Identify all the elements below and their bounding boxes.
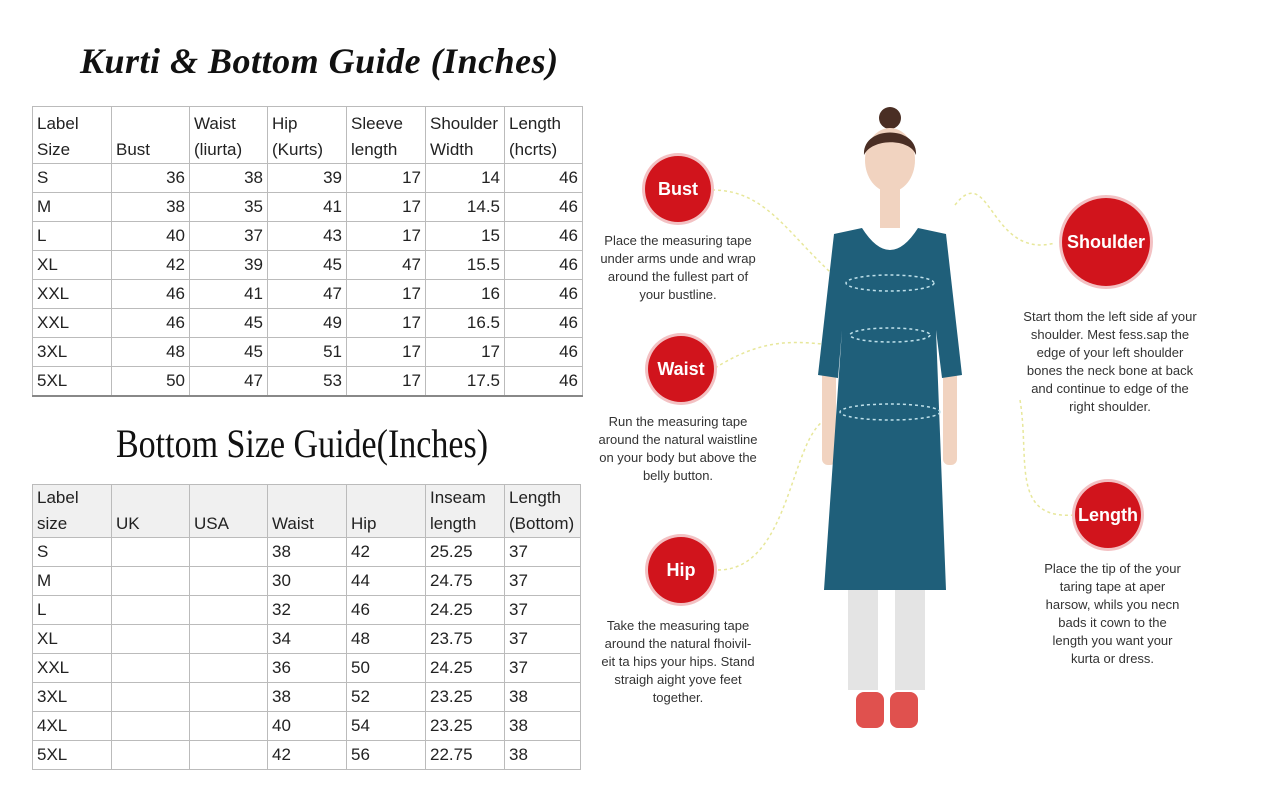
- table-cell: 48: [347, 625, 426, 654]
- right-leg: [895, 590, 925, 690]
- column-header-line: Inseam: [430, 488, 486, 507]
- table-cell: 22.75: [426, 741, 505, 770]
- table-cell: 17: [347, 280, 426, 309]
- instruction-line: eit ta hips your hips. Stand: [601, 654, 755, 669]
- table-cell: 17: [347, 164, 426, 193]
- table-cell: 39: [190, 251, 268, 280]
- hip-badge: Hip: [648, 537, 714, 603]
- instruction-line: length you want your: [1052, 633, 1173, 648]
- table-cell: 17: [347, 367, 426, 397]
- size-label-cell: XXL: [33, 309, 112, 338]
- column-header-line: Hip: [272, 114, 298, 133]
- size-label-cell: M: [33, 193, 112, 222]
- table-cell: 46: [505, 309, 583, 338]
- column-header-line: (Bottom): [509, 514, 575, 533]
- table-cell: 38: [112, 193, 190, 222]
- left-leg: [848, 590, 878, 690]
- table-cell: 38: [190, 164, 268, 193]
- table-cell: 37: [505, 567, 581, 596]
- column-header-line: Waist: [272, 514, 314, 533]
- column-header-line: (Kurts): [272, 140, 323, 159]
- bottom-guide-title: Bottom Size Guide(Inches): [116, 421, 489, 466]
- instruction-line: around the natural waistline: [598, 432, 758, 447]
- table-cell: 46: [112, 309, 190, 338]
- instruction-line: together.: [652, 690, 704, 705]
- table-cell: 14.5: [426, 193, 505, 222]
- size-label-cell: M: [33, 567, 112, 596]
- table-cell: 46: [505, 367, 583, 397]
- size-label-cell: S: [33, 164, 112, 193]
- column-header-line: length: [351, 140, 398, 159]
- instruction-line: bads it cown to the: [1058, 615, 1167, 630]
- waist-connector-line: [715, 342, 830, 368]
- table-cell: 37: [505, 538, 581, 567]
- column-header-line: Size: [37, 140, 71, 159]
- instruction-line: Start thom the left side af your: [1023, 309, 1197, 324]
- size-label-cell: S: [33, 538, 112, 567]
- shoulder-connector-line: [955, 193, 1055, 245]
- table-cell: 41: [268, 193, 347, 222]
- table-cell: 54: [347, 712, 426, 741]
- column-header-line: Shoulder: [430, 114, 499, 133]
- table-cell: 56: [347, 741, 426, 770]
- instruction-line: on your body but above the: [599, 450, 757, 465]
- table-cell: 46: [505, 164, 583, 193]
- table-cell: 36: [268, 654, 347, 683]
- length-connector-line: [1020, 400, 1075, 515]
- instruction-line: around the natural fhoivil-: [604, 636, 752, 651]
- table-cell: 16.5: [426, 309, 505, 338]
- table-cell: 46: [347, 596, 426, 625]
- instruction-line: kurta or dress.: [1070, 651, 1155, 666]
- right-shoe: [890, 692, 918, 728]
- size-label-cell: L: [33, 222, 112, 251]
- table-cell: 38: [268, 683, 347, 712]
- table-cell: 51: [268, 338, 347, 367]
- instruction-line: and continue to edge of the: [1031, 381, 1189, 396]
- instruction-line: taring tape at aper: [1059, 579, 1166, 594]
- table-cell: 16: [426, 280, 505, 309]
- instruction-line: Run the measuring tape: [608, 414, 748, 429]
- instruction-line: right shoulder.: [1069, 399, 1151, 414]
- table-cell: 38: [505, 712, 581, 741]
- kurti-guide-title: Kurti & Bottom Guide (Inches): [80, 41, 559, 81]
- table-cell: 40: [268, 712, 347, 741]
- table-cell: 45: [190, 309, 268, 338]
- table-cell: 47: [190, 367, 268, 397]
- left-shoe: [856, 692, 884, 728]
- table-cell: 50: [112, 367, 190, 397]
- right-forearm: [943, 370, 957, 465]
- table-cell: 46: [505, 222, 583, 251]
- bust-instructions: [588, 232, 768, 304]
- size-label-cell: XXL: [33, 654, 112, 683]
- table-cell: 42: [112, 251, 190, 280]
- instruction-line: Place the tip of the your: [1044, 561, 1181, 576]
- bust-badge: Bust: [645, 156, 711, 222]
- table-cell: 42: [347, 538, 426, 567]
- table-cell: 37: [505, 596, 581, 625]
- table-cell: 25.25: [426, 538, 505, 567]
- instruction-line: under arms unde and wrap: [600, 251, 756, 266]
- table-cell: 14: [426, 164, 505, 193]
- table-cell: 45: [268, 251, 347, 280]
- table-cell: 17: [347, 222, 426, 251]
- column-header-line: Waist: [194, 114, 236, 133]
- table-cell: 34: [268, 625, 347, 654]
- table-cell: 41: [190, 280, 268, 309]
- table-cell: 50: [347, 654, 426, 683]
- table-cell: 53: [268, 367, 347, 397]
- instruction-line: straigh aight yove feet: [614, 672, 742, 687]
- table-cell: 23.25: [426, 712, 505, 741]
- size-label-cell: 5XL: [33, 367, 112, 397]
- table-cell: 37: [190, 222, 268, 251]
- size-label-cell: 3XL: [33, 683, 112, 712]
- size-label-cell: XXL: [33, 280, 112, 309]
- column-header-line: Sleeve: [351, 114, 403, 133]
- table-cell: 43: [268, 222, 347, 251]
- table-cell: 45: [190, 338, 268, 367]
- waist-instructions: [583, 413, 773, 485]
- table-cell: 48: [112, 338, 190, 367]
- table-cell: 32: [268, 596, 347, 625]
- column-header-line: Length: [509, 114, 561, 133]
- table-cell: 38: [505, 741, 581, 770]
- table-cell: 40: [112, 222, 190, 251]
- table-cell: 24.75: [426, 567, 505, 596]
- column-header-line: length: [430, 514, 477, 533]
- length-instructions: [1020, 560, 1205, 668]
- instruction-line: harsow, whils you necn: [1045, 597, 1180, 612]
- table-cell: 46: [505, 338, 583, 367]
- table-cell: 42: [268, 741, 347, 770]
- instruction-line: bones the neck bone at back: [1026, 363, 1194, 378]
- table-cell: 17.5: [426, 367, 505, 397]
- table-cell: 23.75: [426, 625, 505, 654]
- table-cell: 39: [268, 164, 347, 193]
- column-header-line: Hip: [351, 514, 377, 533]
- size-label-cell: 3XL: [33, 338, 112, 367]
- table-cell: 17: [347, 193, 426, 222]
- table-cell: 52: [347, 683, 426, 712]
- table-cell: 17: [347, 338, 426, 367]
- column-header-line: USA: [194, 514, 229, 533]
- dress: [818, 228, 962, 590]
- size-label-cell: 4XL: [33, 712, 112, 741]
- table-cell: 38: [268, 538, 347, 567]
- waist-badge: Waist: [648, 336, 714, 402]
- column-header-line: UK: [116, 514, 140, 533]
- shoulder-badge: Shoulder: [1062, 198, 1150, 286]
- table-cell: 46: [505, 280, 583, 309]
- column-header-line: (hcrts): [509, 140, 558, 159]
- column-header-line: Length: [509, 488, 561, 507]
- table-cell: 38: [505, 683, 581, 712]
- table-cell: 37: [505, 625, 581, 654]
- size-label-cell: XL: [33, 625, 112, 654]
- table-cell: 30: [268, 567, 347, 596]
- table-cell: 15: [426, 222, 505, 251]
- table-cell: 24.25: [426, 596, 505, 625]
- hip-instructions: [583, 617, 773, 707]
- table-cell: 17: [426, 338, 505, 367]
- size-label-cell: 5XL: [33, 741, 112, 770]
- column-header-line: (liurta): [194, 140, 243, 159]
- instruction-line: your bustline.: [639, 287, 717, 302]
- table-cell: 49: [268, 309, 347, 338]
- table-cell: 17: [347, 309, 426, 338]
- table-cell: 15.5: [426, 251, 505, 280]
- instruction-line: Take the measuring tape: [606, 618, 750, 633]
- table-cell: 24.25: [426, 654, 505, 683]
- column-header-line: Label size: [37, 488, 79, 533]
- instruction-line: around the fullest part of: [607, 269, 749, 284]
- shoulder-instructions: [1000, 308, 1220, 416]
- instruction-line: belly button.: [642, 468, 714, 483]
- neck: [880, 188, 900, 228]
- table-cell: 46: [112, 280, 190, 309]
- table-cell: 47: [347, 251, 426, 280]
- hair-bun: [879, 107, 901, 129]
- table-cell: 46: [505, 251, 583, 280]
- column-header-line: Label: [37, 114, 79, 133]
- column-header-line: Bust: [116, 140, 151, 159]
- size-label-cell: L: [33, 596, 112, 625]
- table-cell: 23.25: [426, 683, 505, 712]
- table-cell: 36: [112, 164, 190, 193]
- instruction-line: shoulder. Mest fess.sap the: [1030, 327, 1190, 342]
- column-header-line: Width: [430, 140, 474, 159]
- length-badge: Length: [1075, 482, 1141, 548]
- table-cell: 35: [190, 193, 268, 222]
- size-label-cell: XL: [33, 251, 112, 280]
- table-cell: 46: [505, 193, 583, 222]
- table-cell: 37: [505, 654, 581, 683]
- instruction-line: Place the measuring tape: [604, 233, 752, 248]
- table-cell: 47: [268, 280, 347, 309]
- table-cell: 44: [347, 567, 426, 596]
- instruction-line: edge of your left shoulder: [1036, 345, 1184, 360]
